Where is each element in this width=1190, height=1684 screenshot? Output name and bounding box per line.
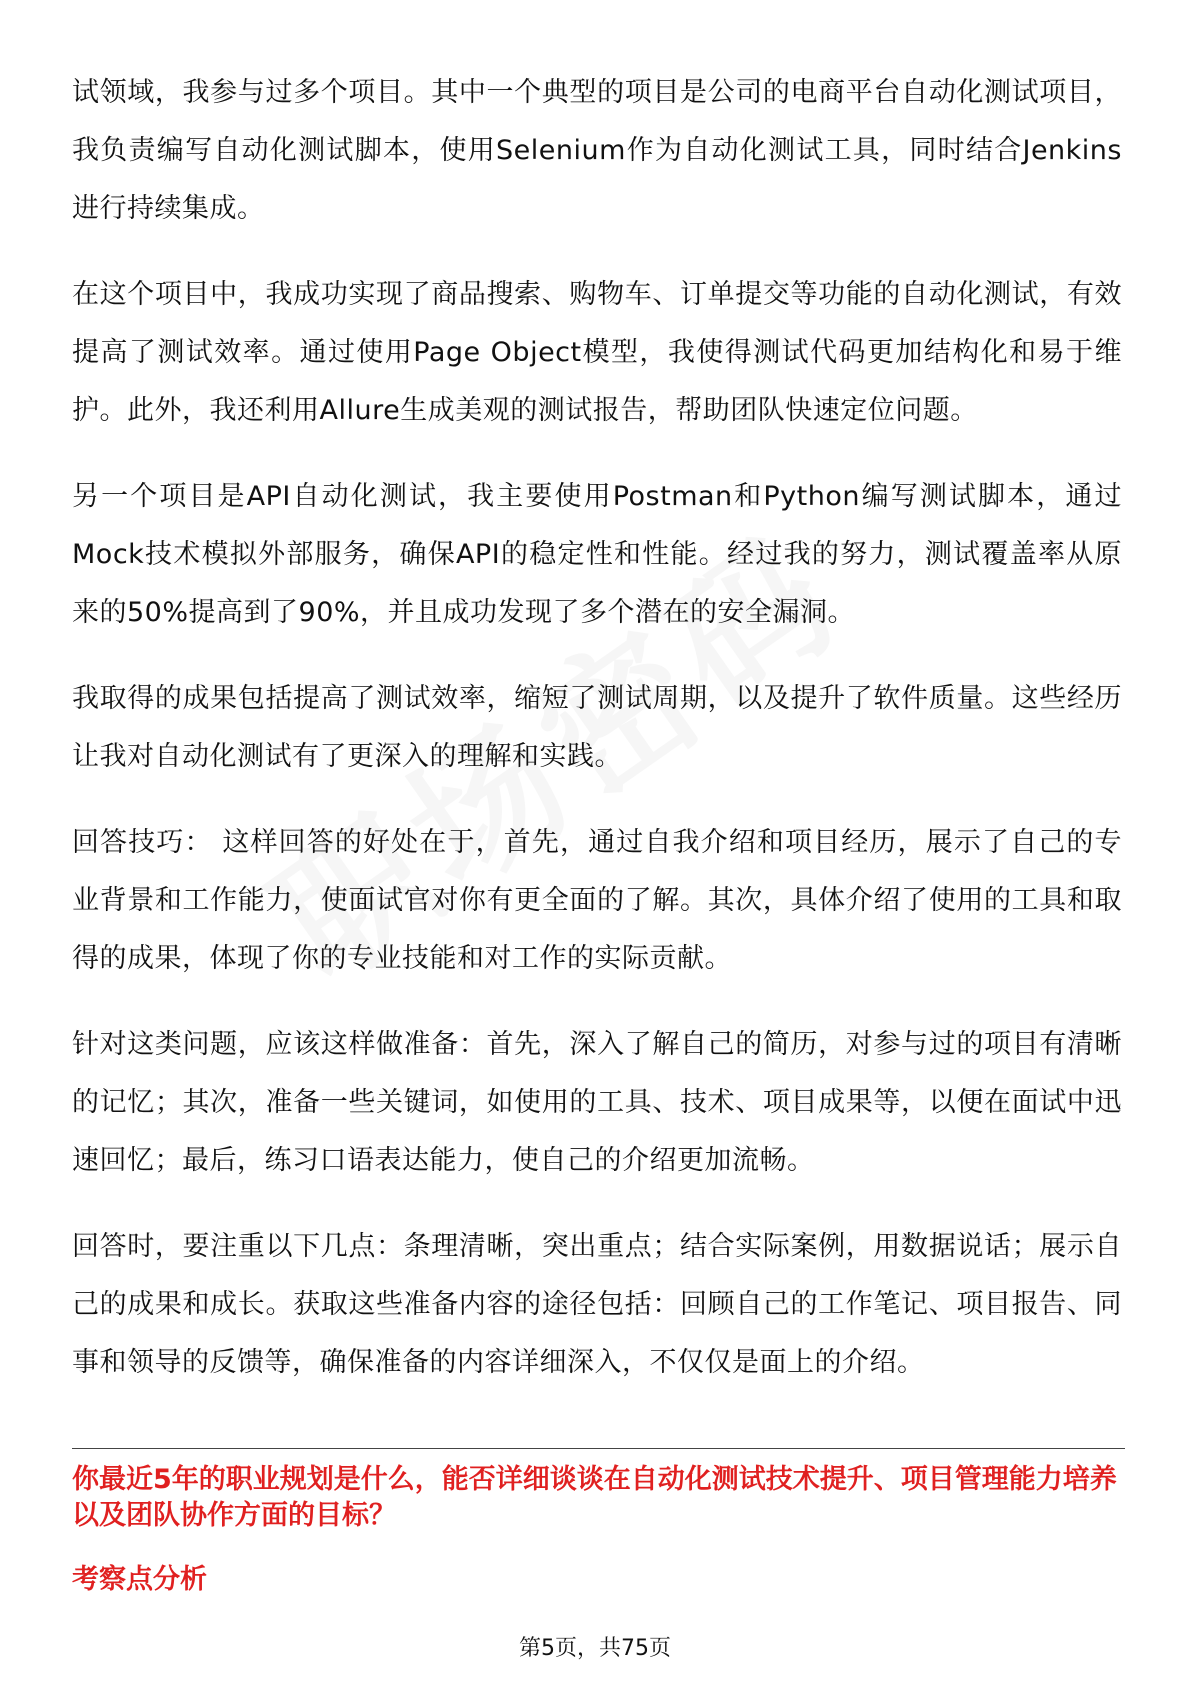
- page-number-footer: 第5页，共75页: [519, 1636, 671, 1661]
- paragraph-project-experience: 试领域，我参与过多个项目。其中一个典型的项目是公司的电商平台自动化测试项目，我负责编写自动化测试脚本，使用Selenium作为自动化测试工具，同时结合Jenkins进行持续集成。: [72, 77, 1122, 224]
- next-question-heading: 你最近5年的职业规划是什么，能否详细谈谈在自动化测试技术提升、项目管理能力培养以及团队协作方面的目标？: [72, 1464, 1117, 1531]
- section-divider: [72, 1448, 1125, 1449]
- analysis-section-title: 考察点分析: [72, 1564, 207, 1595]
- paragraph-project-achievements: 在这个项目中，我成功实现了商品搜索、购物车、订单提交等功能的自动化测试，有效提高了测试效率。通过使用Page Object模型，我使得测试代码更加结构化和易于维护。此外，我还利用Allure生成美观的测试报告，帮助团队快速定位问题。: [72, 279, 1122, 426]
- paragraph-api-project: 另一个项目是API自动化测试，我主要使用Postman和Python编写测试脚本，通过Mock技术模拟外部服务，确保API的稳定性和性能。经过我的努力，测试覆盖率从原来的50%提高到了90%，并且成功发现了多个潜在的安全漏洞。: [72, 481, 1122, 628]
- paragraph-results: 我取得的成果包括提高了测试效率，缩短了测试周期，以及提升了软件质量。这些经历让我对自动化测试有了更深入的理解和实践。: [72, 683, 1122, 772]
- paragraph-answer-tips: 回答技巧： 这样回答的好处在于，首先，通过自我介绍和项目经历，展示了自己的专业背景和工作能力，使面试官对你有更全面的了解。其次，具体介绍了使用的工具和取得的成果，体现了你的专业技能和对工作的实际贡献。: [72, 827, 1122, 974]
- paragraph-preparation: 针对这类问题，应该这样做准备：首先，深入了解自己的简历，对参与过的项目有清晰的记忆；其次，准备一些关键词，如使用的工具、技术、项目成果等，以便在面试中迅速回忆；最后，练习口语表达能力，使自己的介绍更加流畅。: [72, 1029, 1122, 1176]
- body-text: [72, 64, 1122, 1420]
- paragraph-answer-points: 回答时，要注重以下几点：条理清晰，突出重点；结合实际案例，用数据说话；展示自己的成果和成长。获取这些准备内容的途径包括：回顾自己的工作笔记、项目报告、同事和领导的反馈等，确保准备的内容详细深入，不仅仅是面上的介绍。: [72, 1231, 1122, 1378]
